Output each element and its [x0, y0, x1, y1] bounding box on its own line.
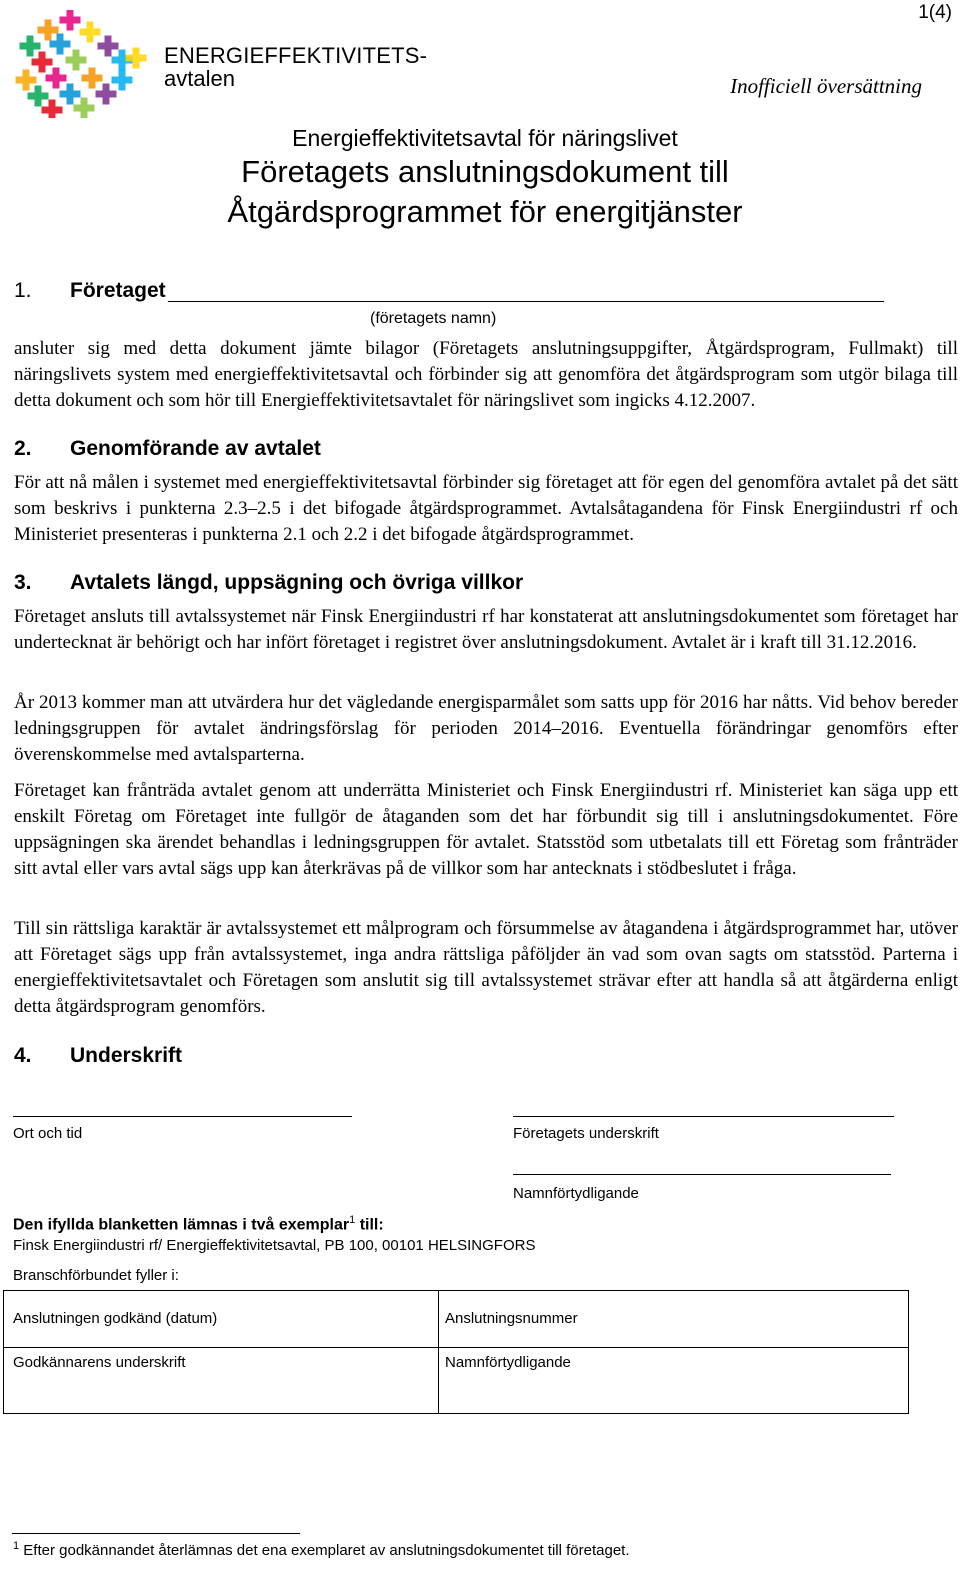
submission-heading-text: Den ifyllda blanketten lämnas i två exemplar [13, 1216, 350, 1234]
section-2-number: 2. [14, 437, 32, 460]
logo-tile [133, 55, 140, 62]
section-3-number: 3. [14, 571, 32, 594]
logo-wordmark [164, 44, 427, 90]
section-3-title: Avtalets längd, uppsägning och övriga villkor [70, 571, 524, 594]
logo-tile [82, 75, 89, 82]
name-clarification-label: Namnförtydligande [513, 1185, 639, 1202]
section-4-heading [14, 1044, 182, 1068]
logo-tile [53, 75, 60, 82]
logo-tile [105, 50, 112, 57]
logo-tile [81, 98, 88, 105]
logo-line-1: ENERGIEFFEKTIVITETS- [164, 43, 428, 68]
logo-tile [35, 100, 42, 107]
logo-tile [57, 48, 64, 55]
logo-tile [60, 91, 67, 98]
logo-tile [39, 59, 46, 66]
logo-tile [60, 75, 67, 82]
logo-tile [39, 52, 46, 59]
footnote-text: Efter godkännandet återlämnas det ena exemplaret av anslutningsdokumentet till företaget. [23, 1542, 630, 1559]
logo-tile [73, 64, 80, 71]
document-subtitle: Energieffektivitetsavtal för näringslivet [292, 125, 678, 151]
logo-tile [67, 17, 74, 24]
section-2-title: Genomförande av avtalet [70, 437, 321, 460]
page-number: 1(4) [918, 2, 952, 23]
form-row-divider [4, 1347, 908, 1348]
join-number-label: Anslutningsnummer [445, 1310, 578, 1327]
logo-tile [119, 64, 126, 71]
logo-tile [16, 77, 23, 84]
logo-tile [140, 55, 147, 62]
logo-tile [46, 59, 53, 66]
logo-tile [27, 36, 34, 43]
logo-tile [112, 57, 119, 64]
footnote [13, 1540, 630, 1559]
logo-tile [27, 43, 34, 50]
logo-tile [67, 98, 74, 105]
section-3-paragraph-4: Till sin rättsliga karaktär är avtalssystemet ett målprogram och försummelse av åtagandena i åtgärdsprogrammet har, utöver att Företaget sägs upp från avtalssystemet, inga andra rättsliga påföljder än vad som ovan sagts om statsstöd. Parterna i energieffektivitetsavtalet och Företagen som anslutit sig till avtalssystemet strävar efter att handla så att åtgärderna enligt detta åtgärdsprogram genomförs. [14, 918, 958, 1017]
logo-tile [34, 43, 41, 50]
logo-tile [87, 29, 94, 36]
submission-heading [13, 1214, 384, 1234]
logo-tile [73, 50, 80, 57]
approver-signature-label: Godkännarens underskrift [13, 1354, 186, 1371]
branch-fills-label: Branschförbundet fyller i: [13, 1267, 179, 1284]
logo-tile [80, 57, 87, 64]
section-3-heading [14, 571, 523, 595]
energy-efficiency-logo [12, 10, 152, 118]
section-3-paragraph-3: Företaget kan frånträda avtalet genom att underrätta Ministeriet och Finsk Energiindustri rf. Ministeriet kan säga upp ett enskilt Företag om Företaget inte fullgör de åtaganden som det har förbundit sig till i anslutningsdokumentet. Före uppsägningen ska ärendet behandlas i ledningsgruppen för avtalet. Statsstöd som utbetalats till ett Företag som frånträder sitt avtal eller vars avtal sägs upp kan återkrävas på de villkor som har antecknats i stödbeslutet i fråga. [14, 780, 958, 879]
logo-tile [94, 29, 101, 36]
logo-line-2: avtalen [164, 66, 235, 91]
logo-tile [28, 93, 35, 100]
section-1-title: Företaget [70, 279, 166, 302]
logo-tile [67, 24, 74, 31]
approver-name-label: Namnförtydligande [445, 1354, 571, 1371]
logo-tile [53, 82, 60, 89]
logo-tile [110, 91, 117, 98]
logo-tile [126, 77, 133, 84]
logo-tile [81, 105, 88, 112]
logo-tile [81, 112, 88, 119]
logo-tile [96, 75, 103, 82]
logo-tile [73, 57, 80, 64]
logo-tile [133, 62, 140, 69]
logo-tile [112, 77, 119, 84]
logo-tile [35, 86, 42, 93]
logo-tile [96, 91, 103, 98]
logo-tile [119, 84, 126, 91]
logo-tile [119, 77, 126, 84]
unofficial-translation-note: Inofficiell översättning [730, 74, 922, 98]
logo-tile [49, 107, 56, 114]
section-4-number: 4. [14, 1044, 32, 1067]
logo-tile [103, 91, 110, 98]
logo-tile [119, 70, 126, 77]
branch-form-box [3, 1290, 909, 1414]
logo-tile [105, 43, 112, 50]
footnote-reference: 1 [349, 1214, 356, 1226]
logo-tile [32, 59, 39, 66]
logo-tile [89, 82, 96, 89]
logo-tile [88, 105, 95, 112]
logo-tile [42, 107, 49, 114]
logo-tile [23, 77, 30, 84]
logo-tile [119, 50, 126, 57]
section-1-heading [14, 279, 166, 303]
logo-tile [98, 43, 105, 50]
company-name-field[interactable] [168, 301, 884, 302]
logo-tile [30, 77, 37, 84]
logo-tile [56, 107, 63, 114]
logo-tile [50, 41, 57, 48]
logo-tile [52, 27, 59, 34]
logo-tile [66, 57, 73, 64]
logo-tile [74, 17, 81, 24]
footnote-mark: 1 [13, 1540, 20, 1552]
form-divider [438, 1291, 439, 1413]
logo-tile [20, 43, 27, 50]
document-title-line-2: Åtgärdsprogrammet för energitjänster [227, 194, 743, 229]
logo-tile [23, 84, 30, 91]
logo-tile [89, 68, 96, 75]
logo-tile [49, 114, 56, 119]
logo-tile [57, 41, 64, 48]
logo-tile [23, 70, 30, 77]
logo-tile [60, 17, 67, 24]
logo-tile [112, 43, 119, 50]
logo-tile [45, 27, 52, 34]
logo-tile [105, 36, 112, 43]
logo-tile [67, 10, 74, 17]
logo-tile [67, 84, 74, 91]
logo-tile [46, 75, 53, 82]
logo-tile [39, 66, 46, 73]
logo-tile [64, 41, 71, 48]
submission-heading-suffix: till: [355, 1216, 384, 1234]
logo-tile [80, 29, 87, 36]
logo-tile [27, 50, 34, 57]
footnote-rule [12, 1533, 300, 1534]
section-2-heading [14, 437, 321, 461]
section-3-paragraph-1: Företaget ansluts till avtalssystemet när Finsk Energiindustri rf har konstaterat att anslutningsdokumentet som företaget har undertecknat är behörigt och har infört företaget i registret över anslutningsdokument. Avtalet är i kraft till 31.12.2016. [14, 606, 958, 653]
document-header [0, 124, 960, 232]
section-1-text: ansluter sig med detta dokument jämte bilagor (Företagets anslutningsuppgifter, Åtgärdsprogram, Fullmakt) till näringslivets system med energieffektivitetsavtal och förbinder sig att genomföra det åtgärdsprogram som utgör bilaga till detta dokument och som hör till Energieffektivitetsavtalet för näringslivet som ingicks 4.12.2007. [14, 338, 958, 411]
section-2-text: För att nå målen i systemet med energieffektivitetsavtal förbinder sig företaget att för egen del genomföra avtalet på det sätt som beskrivs i punkterna 2.3–2.5 i det bifogade åtgärdsprogrammet. Avtalsåtagandena för Finsk Energiindustri rf och Ministeriet presenteras i punkterna 2.1 och 2.2 i det bifogade åtgärdsprogrammet. [14, 472, 958, 545]
company-signature-field[interactable] [513, 1116, 894, 1117]
logo-tile [45, 34, 52, 41]
logo-tile [89, 75, 96, 82]
logo-tile [57, 34, 64, 41]
logo-tile [38, 27, 45, 34]
logo-tile [67, 91, 74, 98]
logo-tile [126, 55, 133, 62]
section-4-title: Underskrift [70, 1044, 183, 1067]
logo-tile [103, 98, 110, 105]
company-name-hint: (företagets namn) [370, 310, 497, 327]
logo-tile [42, 93, 49, 100]
name-clarification-field[interactable] [513, 1174, 891, 1175]
logo-tile [35, 93, 42, 100]
logo-tile [45, 20, 52, 27]
section-1-number: 1. [14, 279, 32, 302]
logo-tile [53, 68, 60, 75]
logo-tile [74, 105, 81, 112]
document-title-line-1: Företagets anslutningsdokument till [241, 154, 729, 189]
logo-tile [103, 84, 110, 91]
approved-date-label: Anslutningen godkänd (datum) [13, 1310, 218, 1327]
company-signature-label: Företagets underskrift [513, 1125, 659, 1142]
logo-tile [49, 100, 56, 107]
section-3-paragraph-2: År 2013 kommer man att utvärdera hur det vägledande energisparmålet som satts upp för 2016 har nåtts. Vid behov bereder ledningsgruppen för avtalet ändringsförslag för perioden 2014–2016. Eventuella förändringar genomförs efter överenskommelse med avtalsparterna. [14, 692, 958, 765]
logo-tile [87, 22, 94, 29]
place-date-field[interactable] [13, 1116, 352, 1117]
place-date-label: Ort och tid [13, 1125, 83, 1142]
logo-tile [133, 48, 140, 55]
submission-address: Finsk Energiindustri rf/ Energieffektivitetsavtal, PB 100, 00101 HELSINGFORS [13, 1237, 536, 1254]
logo-tile [74, 91, 81, 98]
logo-tile [87, 36, 94, 43]
logo-tile [119, 57, 126, 64]
